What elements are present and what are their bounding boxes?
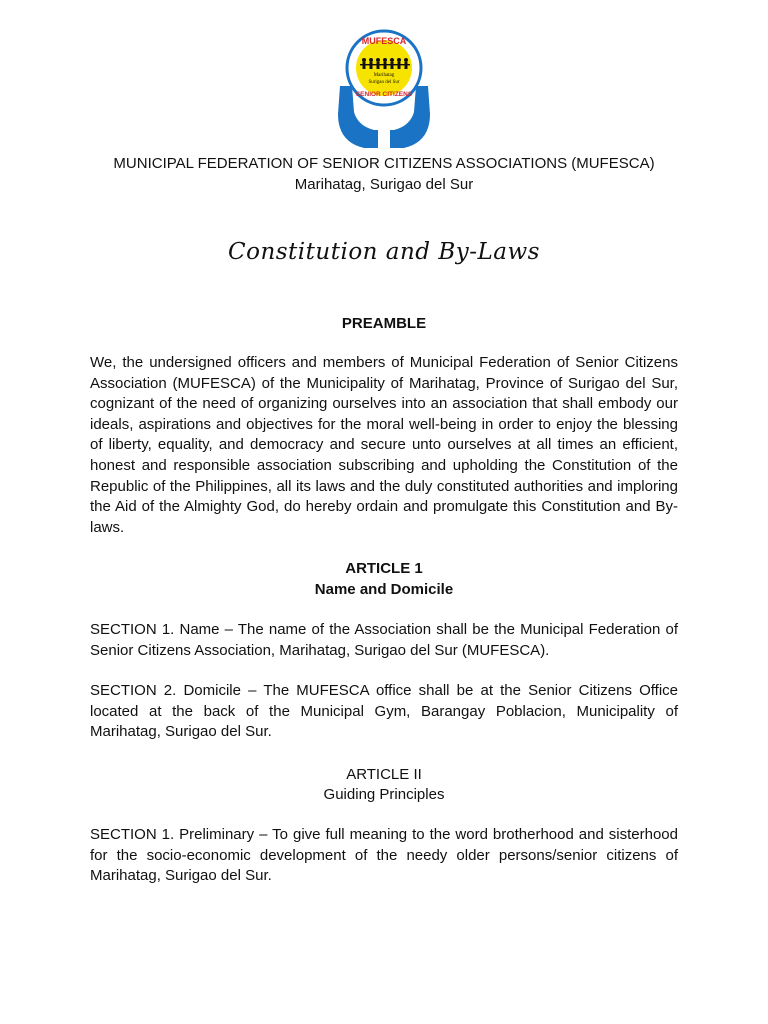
article-1-title: ARTICLE 1 bbox=[345, 560, 423, 577]
article-2-section-1: SECTION 1. Preliminary – To give full meaning to the word brotherhood and sisterhood for the socio-economic development of the needy older persons/senior citizens of Marihatag, Surigao del Sur. bbox=[90, 826, 678, 885]
document-title: Constitution and By-Laws bbox=[228, 239, 540, 265]
logo-inner-line2: Surigao del Sur bbox=[368, 80, 400, 85]
organization-location: Marihatag, Surigao del Sur bbox=[294, 176, 474, 193]
logo-bottom-text: SENIOR CITIZENS bbox=[355, 91, 413, 98]
mufesca-logo bbox=[334, 26, 434, 150]
logo-inner-line1: Marihatag bbox=[373, 73, 395, 78]
preamble-heading: PREAMBLE bbox=[341, 315, 427, 332]
article-2-subtitle: Guiding Principles bbox=[323, 786, 445, 803]
logo-top-text: MUFESCA bbox=[361, 36, 407, 46]
article-2-title: ARTICLE II bbox=[346, 766, 422, 783]
article-1-section-1: SECTION 1. Name – The name of the Association shall be the Municipal Federation of Senior Citizens Association, Marihatag, Surigao del Sur (MUFESCA). bbox=[90, 621, 678, 659]
article-1-subtitle: Name and Domicile bbox=[314, 581, 454, 598]
organization-name: MUNICIPAL FEDERATION OF SENIOR CITIZENS ASSOCIATIONS (MUFESCA) bbox=[113, 155, 655, 172]
article-1-section-2: SECTION 2. Domicile – The MUFESCA office shall be at the Senior Citizens Office located at the back of the Municipal Gym, Barangay Poblacion, Municipality of Marihatag, Surigao del Sur. bbox=[90, 682, 678, 741]
preamble-paragraph: We, the undersigned officers and members of Municipal Federation of Senior Citizens Association (MUFESCA) of the Municipality of Marihatag, Province of Surigao del Sur, cognizant of the need of organizing ourselves into an association that shall embody our ideals, aspirations and objectives for the moral well-being in order to enjoy the blessing of liberty, equality, and democracy and secure unto ourselves at all times an efficient, honest and responsible association subscribing and upholding the Constitution of the Republic of the Philippines, all its laws and the duly constituted authorities and imploring the Aid of the Almighty God, do hereby ordain and promulgate this Constitution and By-laws. bbox=[90, 354, 678, 536]
